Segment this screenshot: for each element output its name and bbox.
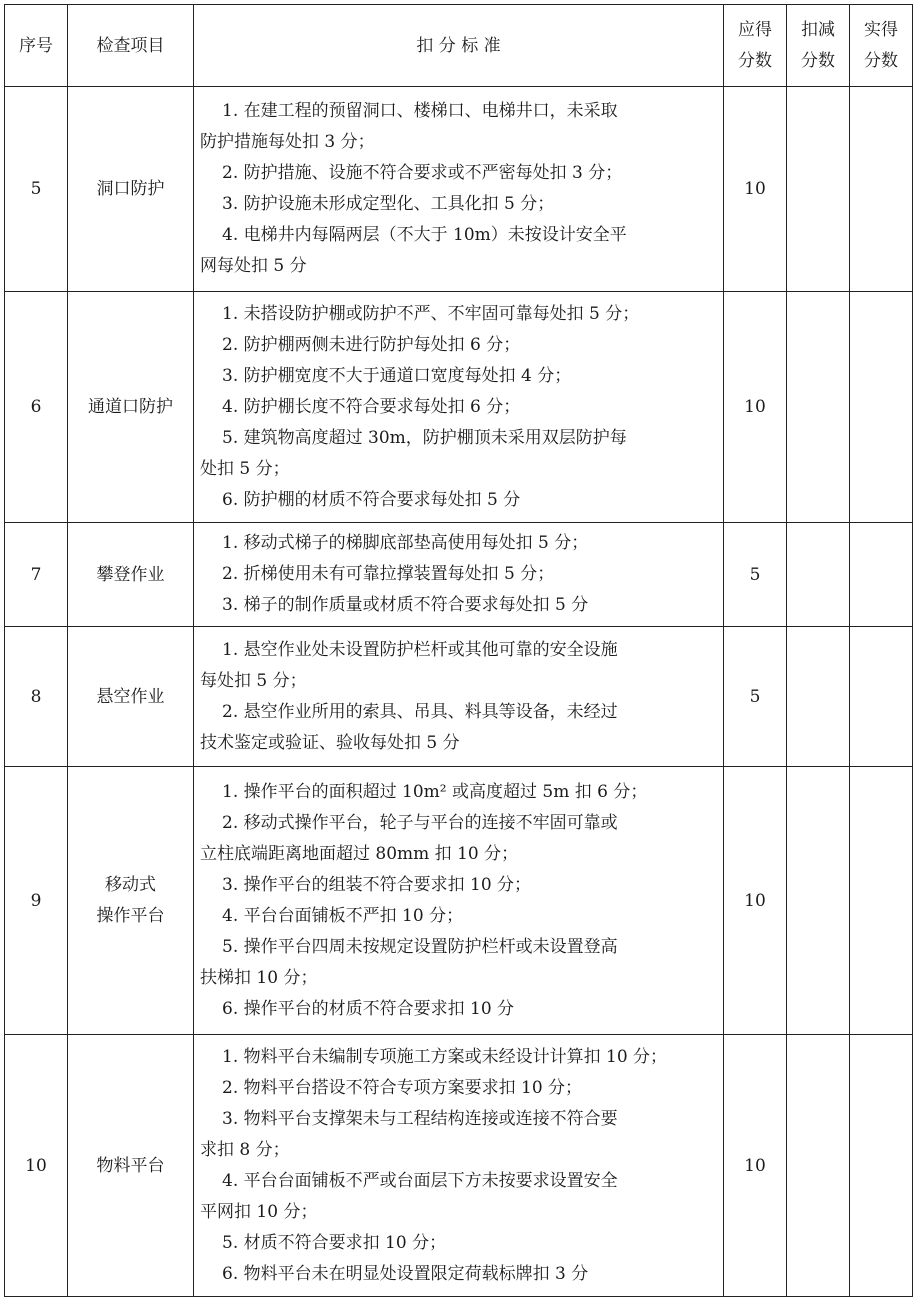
standard-line: 5. 操作平台四周未按规定设置防护栏杆或未设置登高: [222, 936, 618, 957]
header-due-line-2: 分数: [738, 50, 772, 71]
row-standard: [194, 87, 724, 292]
standard-line: 5. 材质不符合要求扣 10 分；: [222, 1232, 447, 1253]
row-item-label: 通道口防护: [88, 397, 173, 417]
header-actual-line-2: 分数: [864, 50, 898, 71]
row-deducted-score: [787, 523, 850, 627]
table-row: [5, 87, 913, 292]
standard-line: 3. 防护设施未形成定型化、工具化扣 5 分；: [222, 194, 555, 214]
row-item: [68, 627, 194, 767]
row-actual-score: [850, 87, 913, 292]
standard-line: 2. 折梯使用未有可靠拉撑装置每处扣 5 分；: [222, 564, 555, 584]
row-due-score: 10: [724, 1035, 787, 1297]
standard-line: 1. 悬空作业处未设置防护栏杆或其他可靠的安全设施: [222, 639, 618, 660]
standard-line: 3. 梯子的制作质量或材质不符合要求每处扣 5 分: [222, 595, 589, 615]
standard-line: 处扣 5 分；: [200, 458, 290, 479]
standard-line: 3. 物料平台支撑架未与工程结构连接或连接不符合要: [222, 1108, 618, 1129]
row-standard: [194, 523, 724, 627]
inspection-table: [4, 4, 913, 1297]
header-deducted-line-2: 分数: [801, 50, 835, 71]
row-due-score: 10: [724, 292, 787, 523]
standard-line: 6. 操作平台的材质不符合要求扣 10 分: [222, 998, 515, 1019]
row-standard: [194, 292, 724, 523]
standard-line: 2. 防护措施、设施不符合要求或不严密每处扣 3 分；: [222, 163, 623, 183]
row-seq: 7: [5, 523, 68, 627]
standard-line: 防护措施每处扣 3 分；: [200, 132, 375, 152]
standard-line: 1. 物料平台未编制专项施工方案或未经设计计算扣 10 分；: [222, 1046, 668, 1067]
row-actual-score: [850, 1035, 913, 1297]
row-item: [68, 292, 194, 523]
row-due-score: 5: [724, 523, 787, 627]
standard-line: 1. 移动式梯子的梯脚底部垫高使用每处扣 5 分；: [222, 533, 589, 553]
row-standard: [194, 627, 724, 767]
standard-line: 5. 建筑物高度超过 30m，防护棚顶未采用双层防护每: [222, 427, 627, 448]
row-seq: 10: [5, 1035, 68, 1297]
row-item-label: 攀登作业: [96, 564, 165, 585]
standard-line: 1. 未搭设防护棚或防护不严、不牢固可靠每处扣 5 分；: [222, 303, 640, 324]
header-due-line-1: 应得: [738, 19, 772, 40]
standard-line: 3. 操作平台的组装不符合要求扣 10 分；: [222, 874, 532, 895]
row-deducted-score: [787, 1035, 850, 1297]
standard-line: 技术鉴定或验证、验收每处扣 5 分: [200, 732, 460, 753]
standard-line: 4. 防护棚长度不符合要求每处扣 6 分；: [222, 396, 521, 417]
standard-line: 1. 操作平台的面积超过 10m² 或高度超过 5m 扣 6 分；: [222, 781, 648, 802]
standard-line: 平网扣 10 分；: [200, 1201, 318, 1222]
standard-line: 4. 平台台面铺板不严扣 10 分；: [222, 905, 464, 926]
standard-line: 3. 防护棚宽度不大于通道口宽度每处扣 4 分；: [222, 365, 572, 386]
row-deducted-score: [787, 292, 850, 523]
standard-line: 扶梯扣 10 分；: [200, 967, 318, 988]
standard-line: 2. 悬空作业所用的索具、吊具、料具等设备，未经过: [222, 701, 618, 722]
row-item-label: 操作平台: [96, 905, 165, 926]
row-item-label: 移动式: [105, 874, 156, 895]
standard-line: 立柱底端距离地面超过 80mm 扣 10 分；: [200, 843, 519, 864]
header-row: [5, 5, 913, 87]
standard-line: 1. 在建工程的预留洞口、楼梯口、电梯井口，未采取: [222, 101, 618, 121]
row-seq: 5: [5, 87, 68, 292]
table-row: [5, 767, 913, 1035]
row-seq: 8: [5, 627, 68, 767]
row-deducted-score: [787, 627, 850, 767]
standard-line: 求扣 8 分；: [200, 1139, 290, 1160]
header-actual-line-1: 实得: [864, 19, 898, 40]
standard-line: 4. 电梯井内每隔两层（不大于 10m）未按设计安全平: [222, 225, 627, 245]
header-actual-score: [850, 5, 913, 87]
table-row: [5, 523, 913, 627]
standard-line: 6. 防护棚的材质不符合要求每处扣 5 分: [222, 489, 521, 510]
header-deducted-score: [787, 5, 850, 87]
row-item: [68, 767, 194, 1035]
row-item-label: 洞口防护: [96, 179, 165, 199]
header-due-score: [724, 5, 787, 87]
row-standard: [194, 1035, 724, 1297]
standard-line: 网每处扣 5 分: [200, 256, 307, 276]
row-seq: 9: [5, 767, 68, 1035]
header-deducted-line-1: 扣减: [801, 19, 835, 40]
row-item: [68, 1035, 194, 1297]
row-actual-score: [850, 292, 913, 523]
row-standard: [194, 767, 724, 1035]
row-actual-score: [850, 627, 913, 767]
standard-line: 4. 平台台面铺板不严或台面层下方未按要求设置安全: [222, 1170, 618, 1191]
row-actual-score: [850, 767, 913, 1035]
row-due-score: 10: [724, 87, 787, 292]
header-seq: 序号: [5, 5, 68, 87]
row-item-label: 悬空作业: [96, 686, 165, 707]
standard-line: 2. 防护棚两侧未进行防护每处扣 6 分；: [222, 334, 521, 355]
table-row: [5, 627, 913, 767]
row-deducted-score: [787, 767, 850, 1035]
standard-line: 每处扣 5 分；: [200, 670, 307, 691]
table-row: [5, 1035, 913, 1297]
row-seq: 6: [5, 292, 68, 523]
row-item: [68, 523, 194, 627]
row-due-score: 5: [724, 627, 787, 767]
standard-line: 2. 物料平台搭设不符合专项方案要求扣 10 分；: [222, 1077, 583, 1098]
standard-line: 2. 移动式操作平台，轮子与平台的连接不牢固可靠或: [222, 812, 618, 833]
row-item: [68, 87, 194, 292]
row-actual-score: [850, 523, 913, 627]
header-standard: 扣 分 标 准: [194, 5, 724, 87]
table-row: [5, 292, 913, 523]
standard-line: 6. 物料平台未在明显处设置限定荷载标牌扣 3 分: [222, 1263, 589, 1284]
row-deducted-score: [787, 87, 850, 292]
header-item: 检查项目: [68, 5, 194, 87]
row-item-label: 物料平台: [96, 1155, 165, 1176]
row-due-score: 10: [724, 767, 787, 1035]
